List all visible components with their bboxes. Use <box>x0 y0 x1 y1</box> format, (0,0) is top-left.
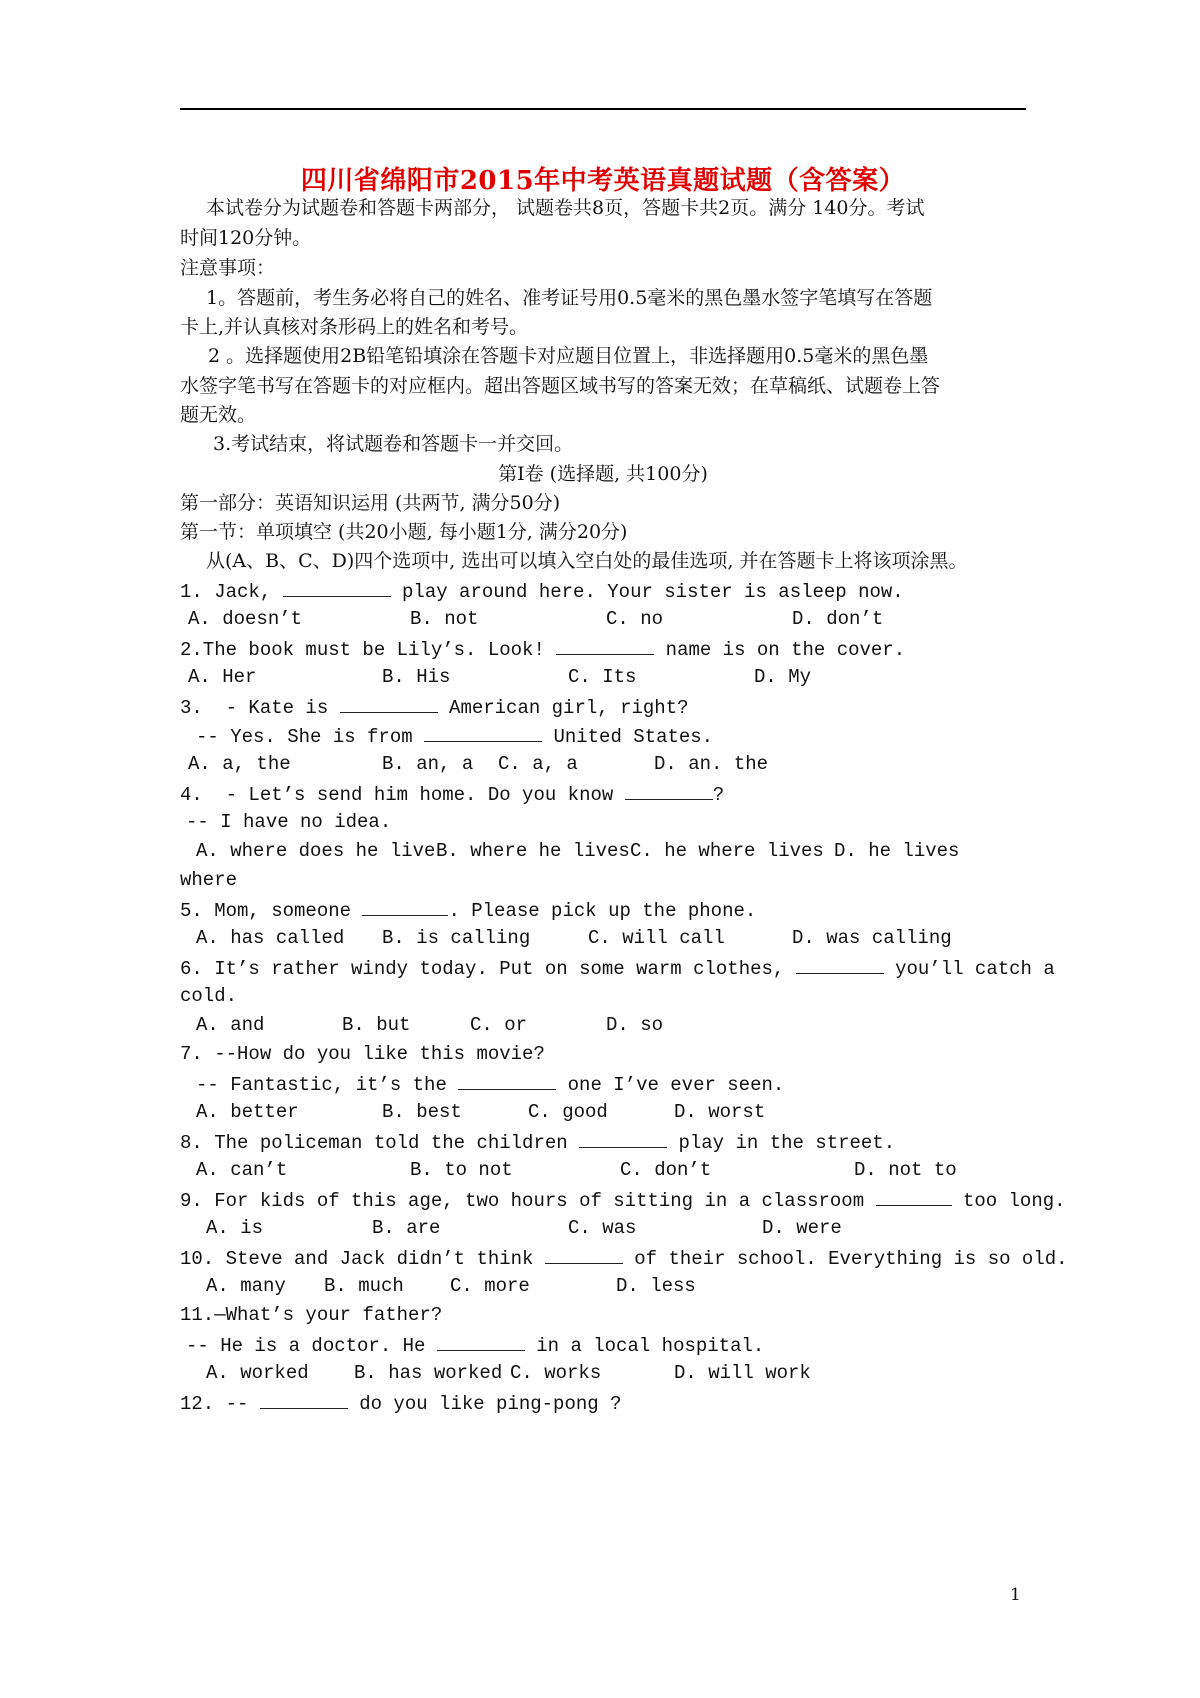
q11-option-b: B. has worked <box>354 1362 503 1384</box>
q7-option-c: C. good <box>528 1101 608 1123</box>
q8-option-c: C. don’t <box>620 1159 712 1181</box>
q4-option-a: A. where does he live <box>196 840 436 862</box>
part1-heading: 第一部分：英语知识运用 (共两节, 满分50分) <box>180 492 561 514</box>
intro-line-2: 时间120分钟。 <box>180 227 312 249</box>
q2-option-d: D. My <box>754 666 812 688</box>
q4-option-d: D. he lives <box>834 840 960 862</box>
answer-blank[interactable] <box>625 781 713 800</box>
q1-option-a: A. doesn’t <box>188 608 303 630</box>
q10-option-a: A. many <box>206 1275 286 1297</box>
answer-blank[interactable] <box>556 636 654 655</box>
question-6-wrap: cold. <box>180 985 238 1007</box>
question-4-reply: -- I have no idea. <box>186 811 392 833</box>
q9-option-d: D. were <box>762 1217 842 1239</box>
q11-option-d: D. will work <box>674 1362 811 1384</box>
instruction: 从(A、B、C、D)四个选项中, 选出可以填入空白处的最佳选项, 并在答题卡上将该项涂黑。 <box>206 550 968 572</box>
answer-blank[interactable] <box>579 1129 667 1148</box>
question-7-reply: -- Fantastic, it’s the one I’ve ever seen. <box>196 1071 784 1097</box>
q8-option-b: B. to not <box>410 1159 513 1181</box>
q10-option-d: D. less <box>616 1275 696 1297</box>
q5-option-a: A. has called <box>196 927 345 949</box>
question-7: 7. --How do you like this movie? <box>180 1043 545 1065</box>
note-2c: 题无效。 <box>180 404 257 426</box>
intro-line-1: 本试卷分为试题卷和答题卡两部分， 试题卷共8页，答题卡共2页。满分 140分。考试 <box>206 197 925 219</box>
answer-blank[interactable] <box>283 578 391 597</box>
q10-option-c: C. more <box>450 1275 530 1297</box>
q1-option-b: B. not <box>410 608 479 630</box>
answer-blank[interactable] <box>260 1390 348 1409</box>
question-12: 12. -- do you like ping-pong ? <box>180 1390 621 1416</box>
question-6: 6. It’s rather windy today. Put on some warm clothes, you’ll catch a <box>180 955 1055 981</box>
note-2b: 水签字笔书写在答题卡的对应框内。超出答题区域书写的答案无效；在草稿纸、试题卷上答 <box>180 375 941 397</box>
question-1: 1. Jack, play around here. Your sister is asleep now. <box>180 578 904 604</box>
q1-option-c: C. no <box>606 608 664 630</box>
answer-blank[interactable] <box>437 1332 525 1351</box>
question-10: 10. Steve and Jack didn’t think of their school. Everything is so old. <box>180 1245 1068 1271</box>
notes-heading: 注意事项： <box>180 257 276 279</box>
question-11-reply: -- He is a doctor. He in a local hospital. <box>186 1332 764 1358</box>
answer-blank[interactable] <box>340 694 438 713</box>
question-9: 9. For kids of this age, two hours of sitting in a classroom too long. <box>180 1187 1066 1213</box>
q9-option-c: C. was <box>568 1217 637 1239</box>
q2-option-a: A. Her <box>188 666 257 688</box>
header-rule <box>180 108 1026 110</box>
q10-option-b: B. much <box>324 1275 404 1297</box>
q1-option-d: D. don’t <box>792 608 884 630</box>
part1-section1-heading: 第一节：单项填空 (共20小题, 每小题1分, 满分20分) <box>180 521 628 543</box>
answer-blank[interactable] <box>458 1071 556 1090</box>
q2-option-b: B. His <box>382 666 451 688</box>
q6-option-a: A. and <box>196 1014 265 1036</box>
q9-option-a: A. is <box>206 1217 264 1239</box>
answer-blank[interactable] <box>545 1245 623 1264</box>
q3-option-b: B. an, a <box>382 753 474 775</box>
q5-option-b: B. is calling <box>382 927 531 949</box>
question-3: 3. - Kate is American girl, right? <box>180 694 688 720</box>
q4-option-b: B. where he lives <box>436 840 630 862</box>
question-8: 8. The policeman told the children play in the street. <box>180 1129 895 1155</box>
q3-option-a: A. a, the <box>188 753 291 775</box>
question-2: 2.The book must be Lily’s. Look! name is on the cover. <box>180 636 905 662</box>
question-11: 11.—What’s your father? <box>180 1304 443 1326</box>
question-3-reply: -- Yes. She is from United States. <box>196 723 713 749</box>
q5-option-c: C. will call <box>588 927 725 949</box>
answer-blank[interactable] <box>362 897 448 916</box>
page-number: 1 <box>1010 1585 1021 1605</box>
q7-option-a: A. better <box>196 1101 299 1123</box>
q7-option-d: D. worst <box>674 1101 766 1123</box>
q11-option-c: C. works <box>510 1362 602 1384</box>
q6-option-c: C. or <box>470 1014 528 1036</box>
question-4: 4. - Let’s send him home. Do you know ? <box>180 781 724 807</box>
note-1a: 1。答题前，考生务必将自己的姓名、准考证号用0.5毫米的黑色墨水签字笔填写在答题 <box>206 287 933 309</box>
q4-option-d-wrap: where <box>180 869 238 891</box>
note-1b: 卡上,并认真核对条形码上的姓名和考号。 <box>180 316 529 338</box>
q6-option-b: B. but <box>342 1014 411 1036</box>
q2-option-c: C. Its <box>568 666 637 688</box>
q3-option-c: C. a, a <box>498 753 578 775</box>
q8-option-d: D. not to <box>854 1159 957 1181</box>
q11-option-a: A. worked <box>206 1362 309 1384</box>
q7-option-b: B. best <box>382 1101 462 1123</box>
q5-option-d: D. was calling <box>792 927 952 949</box>
note-3: 3.考试结束，将试题卷和答题卡一并交回。 <box>213 433 574 455</box>
q4-option-c: C. he where lives <box>630 840 824 862</box>
q9-option-b: B. are <box>372 1217 441 1239</box>
q8-option-a: A. can’t <box>196 1159 288 1181</box>
question-5: 5. Mom, someone . Please pick up the phone. <box>180 897 756 923</box>
page-title: 四川省绵阳市2015年中考英语真题试题（含答案） <box>300 166 906 196</box>
q6-option-d: D. so <box>606 1014 664 1036</box>
note-2a: 2 。选择题使用2B铅笔铅填涂在答题卡对应题目位置上，非选择题用0.5毫米的黑色墨 <box>208 345 929 367</box>
q3-option-d: D. an. the <box>654 753 769 775</box>
answer-blank[interactable] <box>424 723 542 742</box>
answer-blank[interactable] <box>796 955 884 974</box>
answer-blank[interactable] <box>876 1187 952 1206</box>
section-title: 第Ⅰ卷 (选择题, 共100分) <box>498 463 708 485</box>
